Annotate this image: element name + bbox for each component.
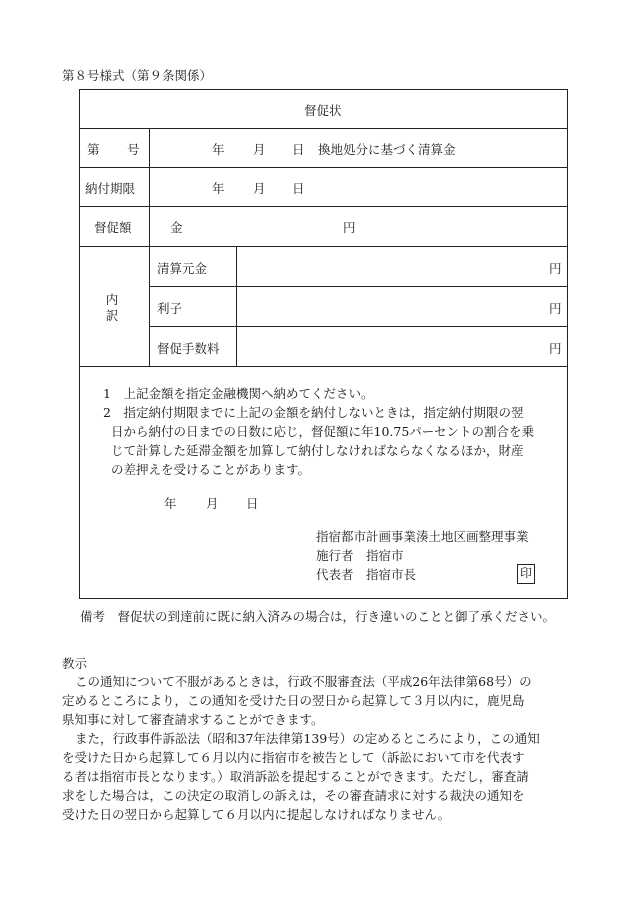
instruction-line: を受けた日から起算して６月以内に指宿市を被告として（訴訟において市を代表す — [62, 750, 525, 765]
note-2-line: じて計算した延滞金額を加算して納付しなければならなくなるほか，財産 — [111, 443, 524, 458]
column-divider — [236, 246, 237, 366]
issuer-executor: 施行者 指宿市 — [316, 548, 404, 563]
table-border-bottom — [79, 598, 568, 599]
number-subject: 換地処分に基づく清算金 — [318, 142, 456, 157]
breakdown-item-unit: 円 — [549, 261, 562, 276]
number-label-go: 号 — [127, 142, 140, 157]
due-day: 日 — [292, 181, 305, 196]
notice-title: 督促状 — [304, 103, 342, 118]
note-2-line: の差押えを受けることがあります。 — [111, 462, 311, 477]
seal-mark: 印 — [517, 564, 535, 584]
table-border-left — [79, 89, 80, 599]
instruction-line: 求をした場合は，この決定の取消しの訴えは，その審査請求に対する裁決の通知を — [62, 788, 525, 803]
issue-year: 年 — [164, 496, 177, 511]
number-day: 日 — [292, 142, 305, 157]
amount-label: 督促額 — [94, 220, 132, 235]
instruction-heading: 教示 — [62, 656, 88, 671]
instruction-line: この通知について不服があるときは，行政不服審査法（平成26年法律第68号）の — [75, 674, 532, 689]
note-1: 1 上記金額を指定金融機関へ納めてください。 — [103, 386, 374, 401]
table-border-top — [79, 89, 568, 90]
due-label: 納付期限 — [85, 181, 136, 196]
row-divider — [79, 167, 568, 168]
row-divider — [149, 286, 568, 287]
instruction-line: 定めるところにより，この通知を受けた日の翌日から起算して３月以内に，鹿児島 — [62, 693, 525, 708]
form-label: 第８号様式（第９条関係） — [62, 68, 213, 83]
issue-month: 月 — [206, 496, 219, 511]
instruction-line: 受けた日の翌日から起算して６月以内に提起しなければなりません。 — [62, 807, 451, 822]
breakdown-item-unit: 円 — [549, 301, 562, 316]
breakdown-item-label: 利子 — [157, 301, 183, 316]
breakdown-label-top: 内 — [105, 292, 119, 307]
row-divider — [149, 326, 568, 327]
amount-unit: 円 — [343, 220, 356, 235]
table-border-right — [567, 89, 568, 599]
number-month: 月 — [253, 142, 266, 157]
breakdown-label-bottom: 訳 — [105, 308, 119, 323]
breakdown-item-label: 督促手数料 — [157, 341, 220, 356]
issuer-project: 指宿都市計画事業湊土地区画整理事業 — [316, 529, 529, 544]
remark: 備考 督促状の到達前に既に納入済みの場合は，行き違いのことと御了承ください。 — [80, 609, 556, 624]
note-2-line: 日から納付の日までの日数に応じ，督促額に年10.75パーセントの割合を乗 — [111, 424, 535, 439]
issuer-representative: 代表者 指宿市長 — [316, 567, 417, 582]
note-2-line: 2 指定納付期限までに上記の金額を納付しないときは，指定納付期限の翌 — [103, 405, 524, 420]
instruction-line: る者は指宿市長となります。）取消訴訟を提起することができます。ただし，審査請 — [62, 769, 529, 784]
row-divider — [79, 246, 568, 247]
due-year: 年 — [212, 181, 225, 196]
instruction-line: 県知事に対して審査請求することができます。 — [62, 712, 324, 727]
number-label-dai: 第 — [87, 142, 100, 157]
due-month: 月 — [253, 181, 266, 196]
instruction-line: また，行政事件訴訟法（昭和37年法律第139号）の定めるところにより，この通知 — [75, 731, 540, 746]
issue-day: 日 — [246, 496, 259, 511]
row-divider — [79, 366, 568, 367]
number-year: 年 — [212, 142, 225, 157]
breakdown-item-unit: 円 — [549, 341, 562, 356]
row-divider — [79, 206, 568, 207]
amount-prefix: 金 — [170, 220, 183, 235]
breakdown-item-label: 清算元金 — [157, 261, 208, 276]
row-divider — [79, 128, 568, 129]
column-divider — [149, 128, 150, 366]
